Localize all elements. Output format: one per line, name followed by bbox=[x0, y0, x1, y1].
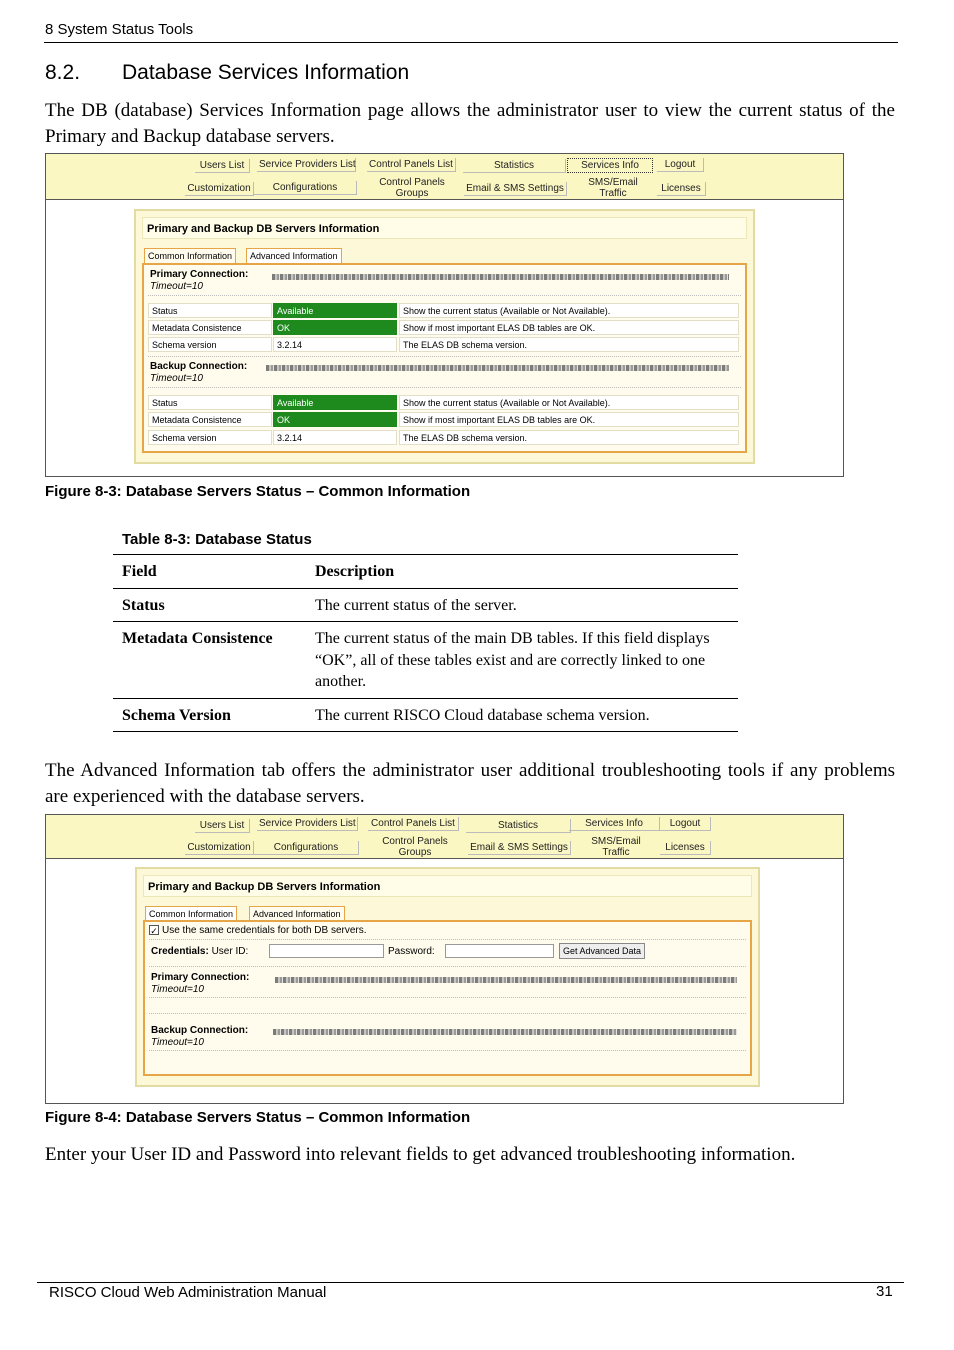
table-row bbox=[148, 303, 741, 318]
table-row bbox=[113, 622, 738, 699]
row-value: OK bbox=[273, 412, 397, 427]
row-value: 3.2.14 bbox=[273, 337, 397, 352]
nav-control-panels-groups[interactable] bbox=[368, 176, 456, 200]
separator bbox=[148, 356, 741, 357]
page-number: 31 bbox=[876, 1283, 893, 1300]
nav-control-panels-list[interactable]: Control Panels List bbox=[368, 817, 459, 831]
figure-common-information bbox=[45, 153, 844, 477]
tab-common-information[interactable]: Common Information bbox=[144, 248, 236, 263]
running-header: 8 System Status Tools bbox=[45, 21, 194, 38]
redacted-connection-string bbox=[275, 977, 737, 983]
nav-sms-email-traffic-line1: SMS/Email bbox=[591, 836, 641, 847]
db-info-panel bbox=[135, 867, 760, 1087]
nav-sms-email-traffic[interactable] bbox=[574, 176, 652, 200]
separator bbox=[149, 966, 746, 967]
separator bbox=[148, 387, 741, 388]
nav-users-list[interactable]: Users List bbox=[195, 159, 250, 173]
separator bbox=[149, 939, 746, 940]
table-row bbox=[148, 320, 741, 335]
nav-services-info[interactable]: Services Info bbox=[569, 817, 660, 831]
row-field: Metadata Consistence bbox=[148, 412, 272, 427]
nav-sms-email-traffic-line2: Traffic bbox=[599, 188, 627, 199]
row-value: Available bbox=[273, 395, 397, 410]
tab-advanced-information[interactable]: Advanced Information bbox=[249, 906, 345, 921]
separator bbox=[149, 1013, 746, 1014]
row-description: Show the current status (Available or Not Available). bbox=[399, 303, 739, 318]
nav-control-panels-groups-line1: Control Panels bbox=[382, 836, 448, 847]
nav-service-providers-list[interactable]: Service Providers List bbox=[259, 159, 356, 170]
nav-service-providers-list[interactable]: Service Providers List bbox=[257, 817, 358, 831]
row-field: Status bbox=[148, 395, 272, 410]
table-row bbox=[113, 698, 738, 732]
row-field: Schema version bbox=[148, 430, 272, 445]
row-value: 3.2.14 bbox=[273, 430, 397, 445]
user-id-input[interactable] bbox=[269, 944, 384, 958]
backup-connection bbox=[150, 361, 247, 385]
table-row bbox=[148, 337, 741, 352]
backup-timeout: Timeout=10 bbox=[150, 373, 203, 384]
section-number: 8.2. bbox=[45, 61, 81, 84]
footer-rule bbox=[37, 1282, 904, 1283]
same-credentials-checkbox[interactable]: ✓ bbox=[150, 926, 158, 936]
nav-statistics[interactable]: Statistics bbox=[463, 159, 566, 173]
row-description: The current status of the server. bbox=[306, 588, 738, 622]
nav-control-panels-groups-line2: Groups bbox=[398, 847, 432, 858]
row-field: Status bbox=[113, 588, 306, 622]
separator bbox=[149, 1050, 746, 1051]
nav-licenses[interactable]: Licenses bbox=[660, 841, 711, 855]
separator bbox=[149, 997, 746, 998]
nav-statistics[interactable]: Statistics bbox=[466, 819, 571, 833]
nav-sms-email-traffic-line2: Traffic bbox=[602, 847, 630, 858]
row-description: Show if most important ELAS DB tables are OK. bbox=[399, 320, 739, 335]
panel-title: Primary and Backup DB Servers Information bbox=[143, 875, 752, 897]
redacted-connection-string bbox=[272, 274, 729, 280]
primary-timeout: Timeout=10 bbox=[151, 984, 204, 995]
figure-caption: Figure 8-4: Database Servers Status – Common Information bbox=[45, 1109, 471, 1126]
password-label: Password: bbox=[388, 946, 435, 957]
redacted-connection-string bbox=[273, 1029, 737, 1035]
row-field: Status bbox=[148, 303, 272, 318]
nav-logout[interactable]: Logout bbox=[660, 817, 711, 831]
table-caption: Table 8-3: Database Status bbox=[122, 531, 312, 548]
footer-manual-title: RISCO Cloud Web Administration Manual bbox=[49, 1284, 327, 1301]
tab-advanced-information[interactable]: Advanced Information bbox=[246, 248, 342, 264]
nav-sms-email-traffic-line1: SMS/Email bbox=[588, 177, 638, 188]
row-field: Schema version bbox=[148, 337, 272, 352]
nav-control-panels-list[interactable]: Control Panels List bbox=[367, 158, 456, 172]
row-field: Metadata Consistence bbox=[113, 622, 306, 699]
password-input[interactable] bbox=[445, 944, 554, 958]
nav-control-panels-groups-line2: Groups bbox=[395, 188, 429, 199]
figure-caption: Figure 8-3: Database Servers Status – Common Information bbox=[45, 483, 471, 500]
get-advanced-data-button[interactable]: Get Advanced Data bbox=[559, 943, 645, 959]
row-field: Metadata Consistence bbox=[148, 320, 272, 335]
database-status-table bbox=[113, 554, 738, 732]
nav-email-sms-settings[interactable]: Email & SMS Settings bbox=[464, 182, 567, 196]
nav-logout[interactable]: Logout bbox=[657, 158, 704, 172]
primary-timeout: Timeout=10 bbox=[150, 281, 203, 292]
credentials-label: Credentials: bbox=[151, 946, 209, 957]
user-id-label: User ID: bbox=[211, 946, 249, 957]
primary-connection bbox=[151, 972, 249, 996]
backup-timeout: Timeout=10 bbox=[151, 1037, 204, 1048]
common-tab-content bbox=[142, 263, 747, 453]
backup-connection-label: Backup Connection: bbox=[151, 1025, 249, 1036]
credentials-row bbox=[151, 946, 248, 958]
row-value: Available bbox=[273, 303, 397, 318]
nav-configurations[interactable]: Configurations bbox=[254, 181, 357, 195]
table-row bbox=[148, 412, 741, 427]
same-credentials-label: Use the same credentials for both DB servers. bbox=[162, 925, 367, 936]
nav-licenses[interactable]: Licenses bbox=[657, 182, 706, 196]
row-description: Show the current status (Available or Not Available). bbox=[399, 395, 739, 410]
row-description: The current RISCO Cloud database schema version. bbox=[306, 698, 738, 732]
nav-customization[interactable]: Customization bbox=[185, 841, 254, 855]
nav-customization[interactable]: Customization bbox=[185, 182, 254, 196]
db-info-panel bbox=[134, 209, 755, 464]
section-title: Database Services Information bbox=[122, 61, 410, 84]
backup-connection bbox=[151, 1025, 248, 1049]
figure-advanced-information bbox=[45, 814, 844, 1104]
primary-connection bbox=[150, 269, 248, 293]
nav-sms-email-traffic[interactable] bbox=[577, 835, 655, 859]
nav-control-panels-groups[interactable] bbox=[370, 835, 460, 859]
nav-users-list[interactable]: Users List bbox=[195, 819, 250, 833]
row-description: The ELAS DB schema version. bbox=[399, 337, 739, 352]
header-description: Description bbox=[306, 555, 738, 589]
row-description: The current status of the main DB tables. If this field displays “OK”, all of these tables exist and are correctly linked to one another. bbox=[306, 622, 738, 699]
nav-services-info[interactable]: Services Info bbox=[567, 158, 653, 173]
closing-paragraph: Enter your User ID and Password into relevant fields to get advanced troubleshooting information. bbox=[45, 1144, 796, 1165]
section-heading bbox=[45, 61, 409, 85]
nav-control-panels-groups-line1: Control Panels bbox=[379, 177, 445, 188]
row-description: The ELAS DB schema version. bbox=[399, 430, 739, 445]
table-row bbox=[113, 588, 738, 622]
header-rule bbox=[44, 42, 898, 43]
primary-connection-label: Primary Connection: bbox=[151, 972, 250, 983]
table-row bbox=[148, 430, 741, 445]
table-header-row bbox=[113, 555, 738, 589]
intro-paragraph: The DB (database) Services Information page allows the administrator user to view the current status of the Primary and Backup database servers. bbox=[45, 100, 895, 147]
header-field: Field bbox=[113, 555, 306, 589]
nav-configurations[interactable]: Configurations bbox=[254, 841, 359, 855]
row-description: Show if most important ELAS DB tables are OK. bbox=[399, 412, 739, 427]
separator bbox=[148, 295, 741, 296]
advanced-paragraph: The Advanced Information tab offers the administrator user additional troubleshooting tools if any problems are experienced with the database servers. bbox=[45, 760, 895, 807]
admin-navbar bbox=[46, 815, 843, 859]
panel-title: Primary and Backup DB Servers Information bbox=[142, 217, 747, 239]
advanced-tab-content bbox=[143, 920, 752, 1076]
table-row bbox=[148, 395, 741, 410]
tab-common-information[interactable]: Common Information bbox=[145, 906, 237, 922]
redacted-connection-string bbox=[266, 365, 729, 371]
nav-email-sms-settings[interactable]: Email & SMS Settings bbox=[468, 841, 571, 855]
admin-navbar bbox=[46, 154, 843, 200]
row-field: Schema Version bbox=[113, 698, 306, 732]
primary-connection-label: Primary Connection: bbox=[150, 269, 249, 280]
row-value: OK bbox=[273, 320, 397, 335]
backup-connection-label: Backup Connection: bbox=[150, 361, 248, 372]
